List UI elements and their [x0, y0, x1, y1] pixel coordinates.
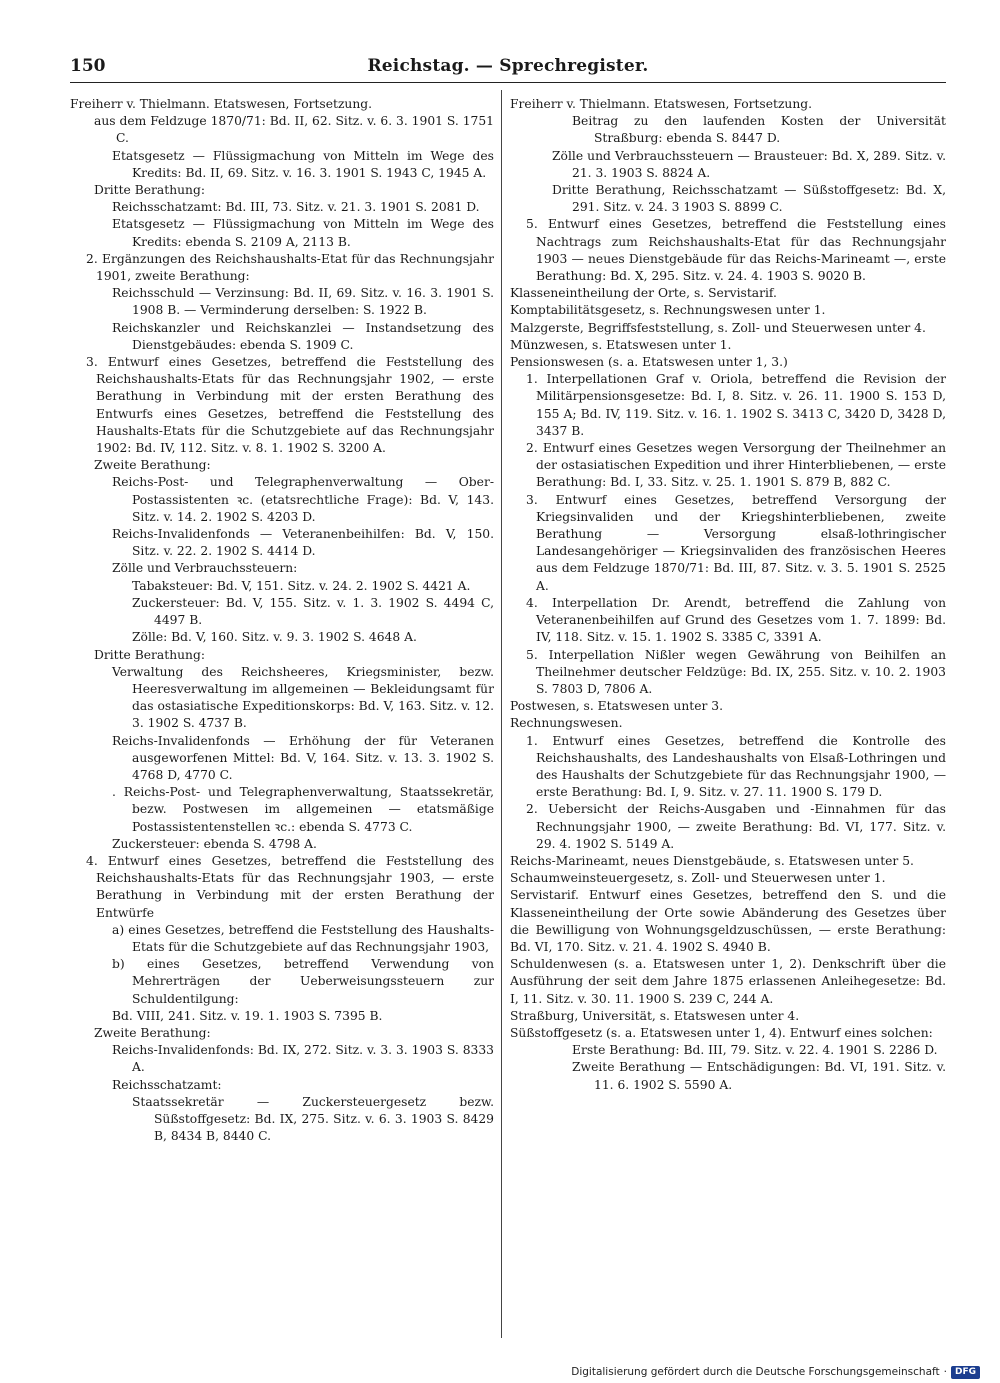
left-column-entry: Freiherr v. Thielmann. Etatswesen, Fortsetzung. — [70, 97, 373, 111]
left-column-entry: b) eines Gesetzes, betreffend Verwendung von Mehrerträgen der Ueberweisungssteuern zur Schuldentilgung: — [112, 957, 494, 1006]
right-column-entry: Malzgerste, Begriffsfeststellung, s. Zoll- und Steuerwesen unter 4. — [510, 320, 926, 335]
left-column-entry: . Reichs-Post- und Telegraphenverwaltung, Staatssekretär, bezw. Postwesen im allgemeinen — etatsmäßige Postassistentenstellen ꝛc.: ebenda S. 4773 C. — [112, 785, 494, 834]
right-column-entry: 1. Interpellationen Graf v. Oriola, betreffend die Revision der Militärpensionsgesetze: Bd. I, 8. Sitz. v. 26. 11. 1900 S. 153 D, 155 A; Bd. IV, 119. Sitz. v. 16. 1. 1902 S. 3413 C, 3420 D, 3428 D, 3437 B. — [526, 372, 946, 438]
right-column-entry: Dritte Berathung, Reichsschatzamt — Süßstoffgesetz: Bd. X, 291. Sitz. v. 24. 3 1903 S. 8899 C. — [552, 183, 946, 215]
right-column-entry: 2. Uebersicht der Reichs-Ausgaben und -Einnahmen für das Rechnungsjahr 1900, — zweite Berathung: Bd. VI, 177. Sitz. v. 29. 4. 1902 S. 5149 A. — [526, 802, 946, 851]
left-column-entry: Reichs-Post- und Telegraphenverwaltung — Ober-Postassistenten ꝛc. (etatsrechtliche Frage): Bd. V, 143. Sitz. v. 14. 2. 1902 S. 4203 D. — [112, 475, 494, 524]
right-column-entry: Rechnungswesen. — [510, 716, 623, 731]
right-column-entry: Zweite Berathung — Entschädigungen: Bd. VI, 191. Sitz. v. 11. 6. 1902 S. 5590 A. — [572, 1060, 946, 1092]
page-header — [70, 54, 946, 82]
left-column-entry: a) eines Gesetzes, betreffend die Feststellung des Haushalts-Etats für die Schutzgebiete auf das Rechnungsjahr 1903, — [112, 922, 494, 954]
right-column-entry: Komptabilitätsgesetz, s. Rechnungswesen unter 1. — [510, 303, 826, 318]
left-column-entry: Etatsgesetz — Flüssigmachung von Mitteln im Wege des Kredits: Bd. II, 69. Sitz. v. 16. 3. 1901 S. 1943 C, 1945 A. — [112, 148, 494, 180]
right-column — [510, 96, 946, 1346]
left-column-entry: Zweite Berathung: — [94, 458, 211, 473]
left-column-entry: Zuckersteuer: ebenda S. 4798 A. — [112, 836, 317, 851]
right-column-entry: Pensionswesen (s. a. Etatswesen unter 1, 3.) — [510, 355, 788, 370]
footer — [571, 1364, 980, 1380]
right-column-entry: Servistarif. Entwurf eines Gesetzes, betreffend den S. und die Klasseneintheilung der Orte sowie Abänderung des Gesetzes über die Bewilligung von Wohnungsgeldzuschüssen, — erste Berathung: Bd. VI, 170. Sitz. v. 21. 4. 1902 S. 4940 B. — [510, 888, 946, 954]
right-column-entry: Münzwesen, s. Etatswesen unter 1. — [510, 337, 732, 352]
right-column-entry: Erste Berathung: Bd. III, 79. Sitz. v. 22. 4. 1901 S. 2286 D. — [572, 1043, 938, 1058]
footer-text: Digitalisierung gefördert durch die Deutsche Forschungsgemeinschaft — [571, 1366, 940, 1378]
right-column-entry: Schuldenwesen (s. a. Etatswesen unter 1, 2). Denkschrift über die Ausführung der seit dem Jahre 1875 erlassenen Anleihegesetze: Bd. I, 11. Sitz. v. 30. 11. 1900 S. 239 C, 244 A. — [510, 957, 946, 1006]
left-column-entry: Zweite Berathung: — [94, 1025, 211, 1040]
column-divider — [501, 90, 502, 1338]
right-column-entry: Klasseneintheilung der Orte, s. Servistarif. — [510, 286, 777, 301]
left-column-entry: Tabaksteuer: Bd. V, 151. Sitz. v. 24. 2. 1902 S. 4421 A. — [132, 578, 471, 593]
right-column-entry: Beitrag zu den laufenden Kosten der Universität Straßburg: ebenda S. 8447 D. — [572, 114, 946, 146]
right-column-entry: Freiherr v. Thielmann. Etatswesen, Fortsetzung. — [510, 97, 813, 111]
right-column-entry: 1. Entwurf eines Gesetzes, betreffend die Kontrolle des Reichshaushalts, des Landeshaushalts von Elsaß-Lothringen und des Haushalts der Schutzgebiete für das Rechnungsjahr 1900, — erste Berathung: Bd. I, 9. Sitz. v. 27. 11. 1900 S. 179 D. — [526, 733, 946, 800]
right-column-entry: Süßstoffgesetz (s. a. Etatswesen unter 1, 4). Entwurf eines solchen: — [510, 1025, 933, 1040]
running-title: Reichstag. — Sprechregister. — [367, 56, 649, 76]
page-number: 150 — [70, 56, 106, 76]
right-column-entry: 5. Entwurf eines Gesetzes, betreffend die Feststellung eines Nachtrags zum Reichshaushalts-Etat für das Rechnungsjahr 1903 — neues Dienstgebäude für das Reichs-Marineamt —, erste Berathung: Bd. X, 295. Sitz. v. 24. 4. 1903 S. 9020 B. — [526, 217, 946, 284]
left-column-entry: Reichs-Invalidenfonds: Bd. IX, 272. Sitz. v. 3. 3. 1903 S. 8333 A. — [112, 1043, 494, 1075]
right-column-entry: Straßburg, Universität, s. Etatswesen unter 4. — [510, 1008, 800, 1023]
right-column-entry: Reichs-Marineamt, neues Dienstgebäude, s. Etatswesen unter 5. — [510, 853, 914, 868]
right-column-entry: Postwesen, s. Etatswesen unter 3. — [510, 699, 723, 714]
left-column-entry: Verwaltung des Reichsheeres, Kriegsminister, bezw. Heeresverwaltung im allgemeinen — Bekleidungsamt für das ostasiatische Expeditionskorps: Bd. V, 163. Sitz. v. 12. 3. 1902 S. 4737 B. — [112, 664, 494, 731]
left-column-entry: aus dem Feldzuge 1870/71: Bd. II, 62. Sitz. v. 6. 3. 1901 S. 1751 C. — [94, 114, 494, 146]
left-column-entry: Dritte Berathung: — [94, 647, 205, 662]
left-column-entry: Reichsschatzamt: Bd. III, 73. Sitz. v. 21. 3. 1901 S. 2081 D. — [112, 200, 480, 215]
right-column-entry: Zölle und Verbrauchssteuern — Brausteuer: Bd. X, 289. Sitz. v. 21. 3. 1903 S. 8824 A. — [552, 148, 946, 180]
left-column-entry: Etatsgesetz — Flüssigmachung von Mitteln im Wege des Kredits: ebenda S. 2109 A, 2113 B. — [112, 217, 494, 249]
footer-separator: · — [943, 1366, 947, 1378]
left-column-entry: Dritte Berathung: — [94, 183, 205, 198]
left-column-entry: 4. Entwurf eines Gesetzes, betreffend die Feststellung des Reichshaushalts-Etats für das Rechnungsjahr 1903, — erste Berathung in Verbindung mit der ersten Berathung der Entwürfe — [86, 853, 494, 920]
right-column-entry: 2. Entwurf eines Gesetzes wegen Versorgung der Theilnehmer an der ostasiatischen Expedition und ihrer Hinterbliebenen, — erste Berathung: Bd. I, 33. Sitz. v. 25. 1. 1901 S. 879 B, 882 C. — [526, 441, 946, 490]
left-column — [70, 96, 494, 1346]
left-column-entry: Reichs-Invalidenfonds — Veteranenbeihilfen: Bd. V, 150. Sitz. v. 22. 2. 1902 S. 4414 D. — [112, 527, 494, 559]
dfg-logo: DFG — [951, 1366, 980, 1379]
left-column-entry: Zölle und Verbrauchssteuern: — [112, 561, 298, 576]
left-column-entry: Reichsschuld — Verzinsung: Bd. II, 69. Sitz. v. 16. 3. 1901 S. 1908 B. — Verminderung derselben: S. 1922 B. — [112, 286, 494, 318]
left-column-entry: Zölle: Bd. V, 160. Sitz. v. 9. 3. 1902 S. 4648 A. — [132, 630, 417, 645]
right-column-entry: Schaumweinsteuergesetz, s. Zoll- und Steuerwesen unter 1. — [510, 871, 886, 886]
left-column-entry: Reichskanzler und Reichskanzlei — Instandsetzung des Dienstgebäudes: ebenda S. 1909 C. — [112, 320, 494, 352]
header-rule — [70, 82, 946, 83]
left-column-entry: 3. Entwurf eines Gesetzes, betreffend die Feststellung des Reichshaushalts-Etats für das Rechnungsjahr 1902, — erste Berathung in Verbindung mit der ersten Berathung des Entwurfs eines Gesetzes, betreffend die Feststellung des Haushalts-Etats für die Schutzgebiete auf das Rechnungsjahr 1902: Bd. IV, 112. Sitz. v. 8. 1. 1902 S. 3200 A. — [86, 355, 494, 456]
left-column-entry: Zuckersteuer: Bd. V, 155. Sitz. v. 1. 3. 1902 S. 4494 C, 4497 B. — [132, 595, 494, 628]
left-column-entry: Staatssekretär — Zuckersteuergesetz bezw. Süßstoffgesetz: Bd. IX, 275. Sitz. v. 6. 3. 1903 S. 8429 B, 8434 B, 8440 C. — [132, 1094, 494, 1144]
right-column-entry: 4. Interpellation Dr. Arendt, betreffend die Zahlung von Veteranenbeihilfen auf Grund des Gesetzes vom 1. 7. 1899: Bd. IV, 118. Sitz. v. 15. 1. 1902 S. 3385 C, 3391 A. — [526, 595, 946, 645]
right-column-entry: 3. Entwurf eines Gesetzes, betreffend Versorgung der Kriegsinvaliden und der Kriegshinterbliebenen, zweite Berathung — Versorgung elsaß-lothringischer Landesangehöriger — Kriegsinvaliden des französischen Heeres aus dem Feldzuge 1870/71: Bd. III, 87. Sitz. v. 3. 5. 1901 S. 2525 A. — [526, 492, 946, 593]
left-column-entry: 2. Ergänzungen des Reichshaushalts-Etat für das Rechnungsjahr 1901, zweite Berathung: — [86, 251, 494, 284]
right-column-entry: 5. Interpellation Nißler wegen Gewährung von Beihilfen an Theilnehmer deutscher Feldzüge: Bd. IX, 255. Sitz. v. 10. 2. 1903 S. 7803 D, 7806 A. — [526, 647, 946, 696]
left-column-entry: Bd. VIII, 241. Sitz. v. 19. 1. 1903 S. 7395 B. — [112, 1008, 383, 1023]
left-column-entry: Reichs-Invalidenfonds — Erhöhung der für Veteranen ausgeworfenen Mittel: Bd. V, 164. Sitz. v. 13. 3. 1902 S. 4768 D, 4770 C. — [112, 733, 494, 782]
left-column-entry: Reichsschatzamt: — [112, 1077, 222, 1092]
